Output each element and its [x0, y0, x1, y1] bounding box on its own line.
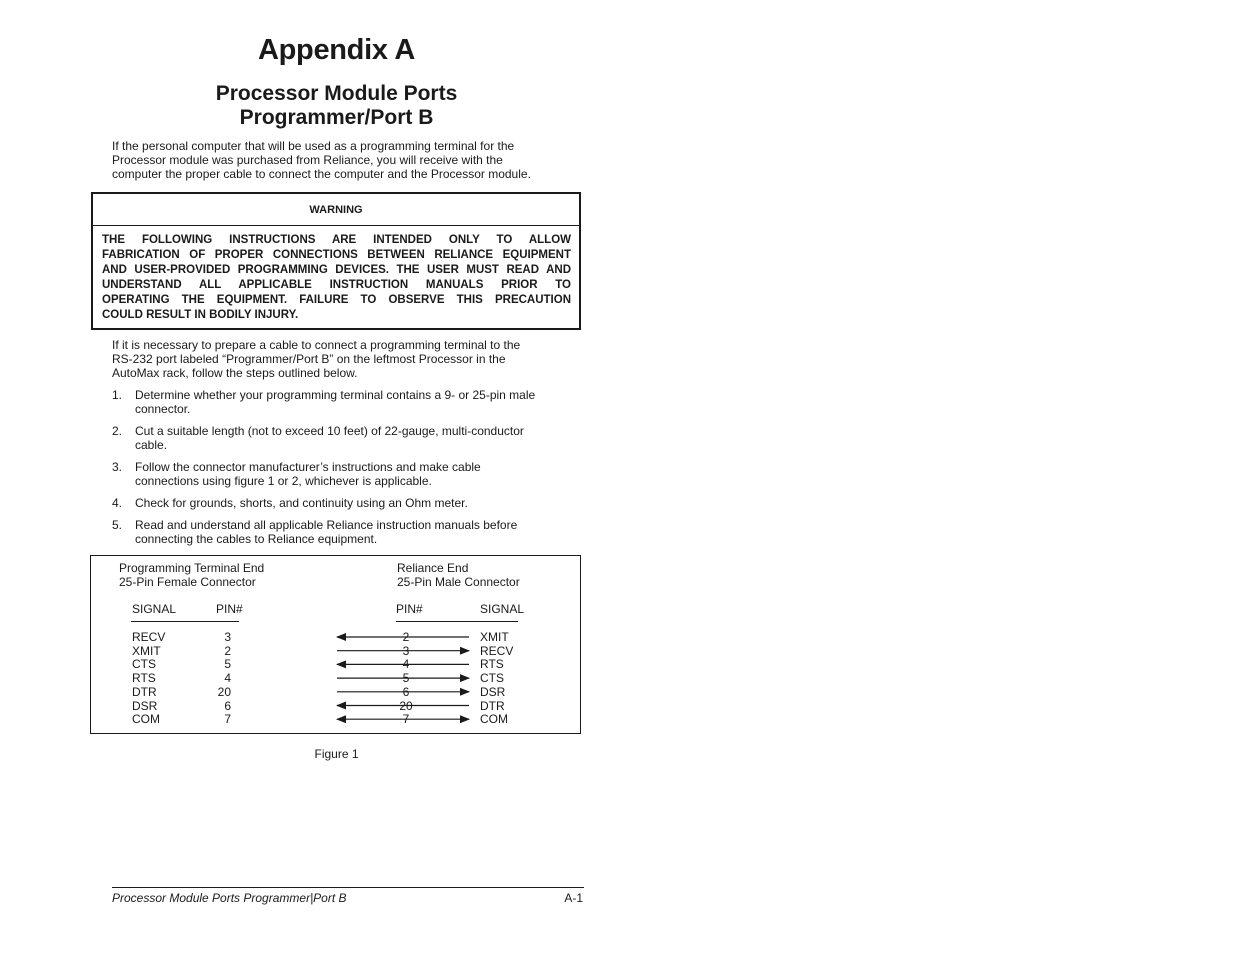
- right-signal: RECV: [480, 643, 514, 658]
- page-number: A-1: [564, 891, 583, 905]
- text-line: computer the proper cable to connect the computer and the Processor module.: [112, 167, 531, 181]
- step-text: Cut a suitable length (not to exceed 10 feet) of 22-gauge, multi-conductor: [135, 424, 524, 438]
- right-end-header: [397, 562, 520, 589]
- header-underline: [396, 621, 518, 622]
- subtitle-line: Processor Module Ports: [215, 82, 458, 105]
- left-pin-column: [209, 631, 231, 727]
- left-pin-column-header: PIN#: [216, 602, 243, 616]
- steps-list: [112, 388, 582, 554]
- left-signal: COM: [132, 712, 160, 727]
- left-signal-column-header: SIGNAL: [132, 602, 177, 616]
- left-pin: 20: [217, 684, 231, 699]
- step-number: 4.: [112, 496, 123, 510]
- warning-box: [91, 192, 581, 330]
- right-pin-column-header: PIN#: [396, 602, 423, 616]
- left-pin: 5: [224, 657, 231, 672]
- page-subtitle: [92, 82, 581, 130]
- list-item: [112, 460, 582, 488]
- header-line: 25-Pin Male Connector: [397, 574, 520, 589]
- warning-line: COULD RESULT IN BODILY INJURY.: [102, 309, 299, 321]
- list-item: [112, 388, 582, 416]
- left-pin: 3: [224, 630, 231, 644]
- step-text: connector.: [135, 402, 191, 416]
- warning-line: THE FOLLOWING INSTRUCTIONS ARE INTENDED ONLY TO ALLOW: [102, 234, 571, 246]
- right-pin: 4: [402, 657, 410, 672]
- right-signal-column-header: SIGNAL: [480, 602, 525, 616]
- left-pin: 7: [224, 712, 231, 727]
- text-line: If it is necessary to prepare a cable to connect a programming terminal to the: [112, 338, 521, 352]
- step-text: Follow the connector manufacturer’s instructions and make cable: [135, 460, 481, 474]
- step-number: 5.: [112, 518, 123, 532]
- figure-caption: Figure 1: [314, 747, 359, 761]
- left-pin: 6: [224, 698, 231, 713]
- right-signal: RTS: [480, 657, 504, 672]
- right-pin: 6: [402, 684, 410, 699]
- right-pin: 5: [402, 671, 410, 686]
- warning-text: [93, 226, 579, 323]
- right-pin: 20: [399, 698, 413, 713]
- left-signal: DTR: [132, 684, 157, 699]
- step-text: Read and understand all applicable Reliance instruction manuals before: [135, 518, 518, 532]
- step-number: 3.: [112, 460, 123, 474]
- left-signal: CTS: [132, 657, 156, 672]
- intro-paragraph: [112, 139, 582, 181]
- header-underline: [131, 621, 239, 622]
- right-signal: CTS: [480, 671, 504, 686]
- wiring-figure: [90, 555, 581, 734]
- left-end-header: [119, 562, 264, 589]
- warning-line: AND USER-PROVIDED PROGRAMMING DEVICES. THE USER MUST READ AND: [102, 264, 571, 276]
- text-line: RS-232 port labeled “Programmer/Port B” on the leftmost Processor in the: [112, 352, 506, 366]
- step-text: Determine whether your programming terminal contains a 9- or 25-pin male: [135, 388, 536, 402]
- warning-line: UNDERSTAND ALL APPLICABLE INSTRUCTION MANUALS PRIOR TO: [102, 279, 571, 291]
- step-number: 2.: [112, 424, 123, 438]
- subtitle-line: Programmer/Port B: [239, 106, 434, 129]
- footer-divider: [112, 887, 584, 888]
- step-text: Check for grounds, shorts, and continuity using an Ohm meter.: [135, 496, 468, 510]
- text-line: If the personal computer that will be used as a programming terminal for the: [112, 139, 515, 153]
- list-item: [112, 496, 582, 510]
- right-signal: DTR: [480, 698, 505, 713]
- header-line: Reliance End: [397, 561, 469, 575]
- left-signal: RTS: [132, 671, 156, 686]
- right-pin: 7: [402, 712, 410, 727]
- footer-title: Processor Module Ports Programmer|Port B: [112, 891, 347, 905]
- right-pin-column: [393, 631, 419, 727]
- right-signal: XMIT: [480, 630, 509, 644]
- header-line: 25-Pin Female Connector: [119, 574, 256, 589]
- left-signal-column: [132, 631, 165, 727]
- step-text: connections using figure 1 or 2, whichever is applicable.: [135, 474, 432, 488]
- warning-heading: WARNING: [93, 194, 579, 226]
- warning-line: FABRICATION OF PROPER CONNECTIONS BETWEEN RELIANCE EQUIPMENT: [102, 249, 571, 261]
- right-pin: 3: [402, 643, 410, 658]
- left-signal: DSR: [132, 698, 158, 713]
- step-text: cable.: [135, 438, 168, 452]
- left-pin: 2: [224, 643, 231, 658]
- step-text: connecting the cables to Reliance equipment.: [135, 532, 378, 546]
- left-pin: 4: [224, 671, 231, 686]
- page-title: Appendix A: [257, 34, 416, 66]
- left-signal: XMIT: [132, 643, 161, 658]
- right-signal: DSR: [480, 684, 506, 699]
- header-line: Programming Terminal End: [119, 561, 265, 575]
- step-number: 1.: [112, 388, 123, 402]
- list-item: [112, 518, 582, 546]
- text-line: Processor module was purchased from Reliance, you will receive with the: [112, 153, 503, 167]
- list-item: [112, 424, 582, 452]
- body-paragraph: [112, 338, 582, 380]
- right-signal: COM: [480, 712, 508, 727]
- text-line: AutoMax rack, follow the steps outlined below.: [112, 366, 358, 380]
- warning-line: OPERATING THE EQUIPMENT. FAILURE TO OBSERVE THIS PRECAUTION: [102, 294, 571, 306]
- right-signal-column: [480, 631, 513, 727]
- right-pin: 2: [402, 630, 410, 644]
- left-signal: RECV: [132, 630, 166, 644]
